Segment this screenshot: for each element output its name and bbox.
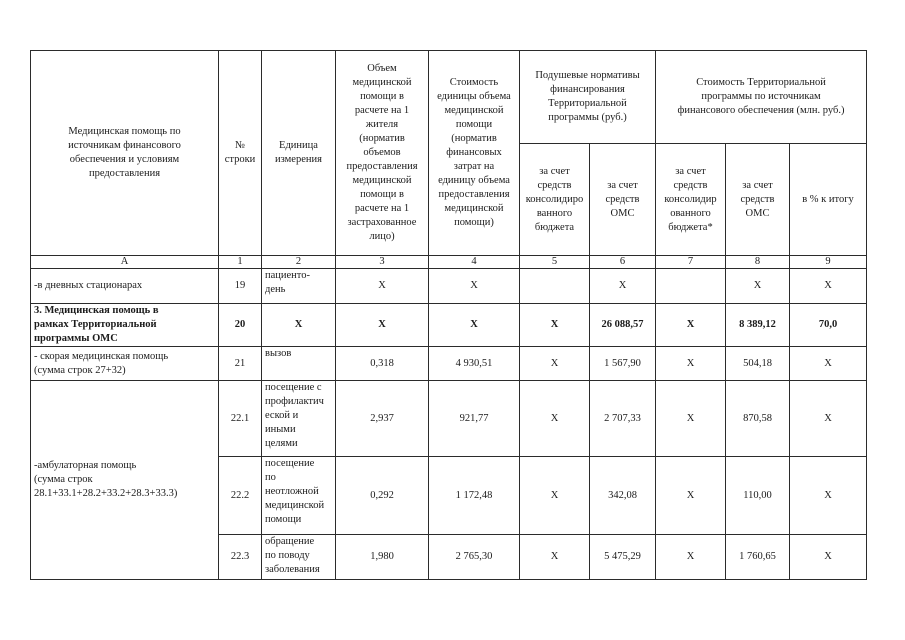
header-unit-cost: Стоимость единицы объема медицинской помощи (норматив финансовых затрат на единицу объема предоставления медицинской помощи) (429, 51, 520, 256)
cell-volume: X (336, 304, 429, 347)
cell-percent-total: X (790, 535, 867, 580)
cell-unit-cost: X (429, 304, 520, 347)
cell-unit-cost: 921,77 (429, 381, 520, 457)
row-unit: обращение по поводу заболевания (262, 535, 336, 580)
cell-per-capita-oms: 342,08 (590, 457, 656, 535)
row-line-number: 22.3 (219, 535, 262, 580)
header-line-number: № строки (219, 51, 262, 256)
cell-cost-oms: 8 389,12 (726, 304, 790, 347)
cell-per-capita-oms: X (590, 269, 656, 304)
cell-percent-total: X (790, 381, 867, 457)
cell-unit-cost: X (429, 269, 520, 304)
cell-volume: X (336, 269, 429, 304)
table-row (31, 381, 867, 457)
column-number: 4 (429, 256, 520, 269)
row-line-number: 19 (219, 269, 262, 304)
header-volume: Объем медицинской помощи в расчете на 1 жителя (норматив объемов предоставления медицинской помощи в расчете на 1 застрахованное лицо) (336, 51, 429, 256)
cell-cost-budget: X (656, 347, 726, 381)
cell-cost-budget: X (656, 535, 726, 580)
row-label-ambulatory: -амбулаторная помощь (сумма строк 28.1+33.1+28.2+33.2+28.3+33.3) (31, 381, 219, 580)
cell-per-capita-budget: X (520, 381, 590, 457)
row-unit: пациенто- день (262, 269, 336, 304)
table-row (31, 269, 867, 304)
column-number-row (31, 256, 867, 269)
row-unit: посещение по неотложной медицинской помощи (262, 457, 336, 535)
cell-volume: 0,318 (336, 347, 429, 381)
cell-per-capita-budget: X (520, 535, 590, 580)
column-number: 9 (790, 256, 867, 269)
header-program-cost-group: Стоимость Территориальной программы по источникам финансового обеспечения (млн. руб.) (656, 51, 867, 144)
cell-cost-budget: X (656, 457, 726, 535)
header-cost-budget: за счет средств консолидир ованного бюджета* (656, 144, 726, 256)
cell-cost-oms: X (726, 269, 790, 304)
cell-unit-cost: 1 172,48 (429, 457, 520, 535)
row-unit: X (262, 304, 336, 347)
column-number: 1 (219, 256, 262, 269)
row-unit: вызов (262, 347, 336, 381)
cell-per-capita-budget: X (520, 457, 590, 535)
table-body (31, 269, 867, 580)
row-line-number: 21 (219, 347, 262, 381)
financing-table (30, 50, 867, 580)
row-label: - скорая медицинская помощь (сумма строк 27+32) (31, 347, 219, 381)
cell-per-capita-oms: 2 707,33 (590, 381, 656, 457)
header-cost-oms: за счет средств ОМС (726, 144, 790, 256)
column-number: 5 (520, 256, 590, 269)
cell-cost-oms: 1 760,65 (726, 535, 790, 580)
cell-percent-total: X (790, 457, 867, 535)
row-unit: посещение с профилактич еской и иными целями (262, 381, 336, 457)
header-row-top (31, 51, 867, 144)
cell-percent-total: X (790, 347, 867, 381)
table-row (31, 347, 867, 381)
cell-percent-total: X (790, 269, 867, 304)
cell-cost-budget: X (656, 381, 726, 457)
column-number: 8 (726, 256, 790, 269)
cell-volume: 0,292 (336, 457, 429, 535)
cell-cost-oms: 504,18 (726, 347, 790, 381)
cell-per-capita-budget (520, 269, 590, 304)
cell-percent-total: 70,0 (790, 304, 867, 347)
column-number: 2 (262, 256, 336, 269)
column-number: 3 (336, 256, 429, 269)
row-label: -в дневных стационарах (31, 269, 219, 304)
cell-cost-budget: X (656, 304, 726, 347)
header-per-capita-budget: за счет средств консолидиро ванного бюджета (520, 144, 590, 256)
column-number: А (31, 256, 219, 269)
cell-per-capita-budget: X (520, 347, 590, 381)
header-per-capita-group: Подушевые нормативы финансирования Территориальной программы (руб.) (520, 51, 656, 144)
header-percent-total: в % к итогу (790, 144, 867, 256)
cell-per-capita-oms: 1 567,90 (590, 347, 656, 381)
cell-per-capita-oms: 26 088,57 (590, 304, 656, 347)
cell-cost-budget (656, 269, 726, 304)
cell-cost-oms: 870,58 (726, 381, 790, 457)
row-line-number: 22.1 (219, 381, 262, 457)
header-unit: Единица измерения (262, 51, 336, 256)
table-header (31, 51, 867, 269)
row-label: 3. Медицинская помощь в рамках Территориальной программы ОМС (31, 304, 219, 347)
header-per-capita-oms: за счет средств ОМС (590, 144, 656, 256)
cell-volume: 1,980 (336, 535, 429, 580)
cell-volume: 2,937 (336, 381, 429, 457)
cell-per-capita-oms: 5 475,29 (590, 535, 656, 580)
header-medical-care: Медицинская помощь по источникам финансового обеспечения и условиям предоставления (31, 51, 219, 256)
row-line-number: 22.2 (219, 457, 262, 535)
cell-per-capita-budget: X (520, 304, 590, 347)
cell-unit-cost: 4 930,51 (429, 347, 520, 381)
column-number: 7 (656, 256, 726, 269)
table-row (31, 304, 867, 347)
cell-unit-cost: 2 765,30 (429, 535, 520, 580)
cell-cost-oms: 110,00 (726, 457, 790, 535)
column-number: 6 (590, 256, 656, 269)
row-line-number: 20 (219, 304, 262, 347)
